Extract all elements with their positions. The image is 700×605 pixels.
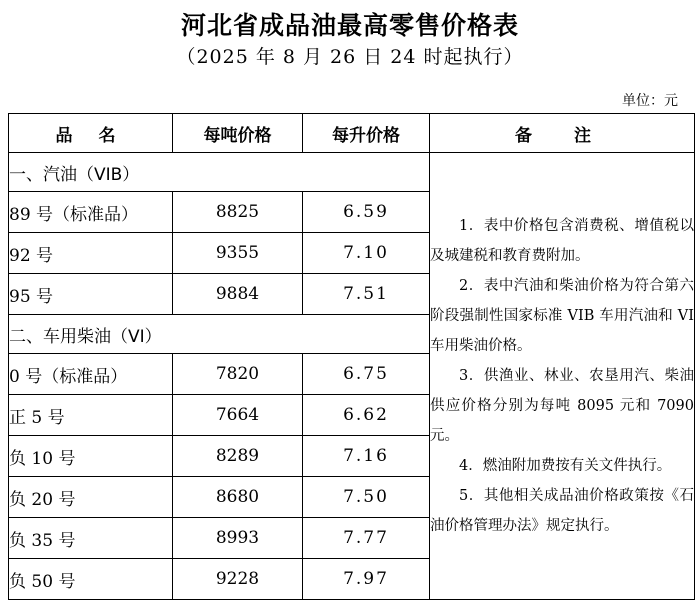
price-per-liter: 6.59 [303,192,430,233]
product-name: 负 10 号 [9,436,173,477]
price-per-ton: 9355 [173,233,303,274]
header-per-liter: 每升价格 [303,114,430,153]
product-name: 正 5 号 [9,395,173,436]
product-name: 89 号（标准品） [9,192,173,233]
product-name: 负 35 号 [9,518,173,559]
price-per-ton: 8993 [173,518,303,559]
price-per-ton: 8825 [173,192,303,233]
price-table [8,113,695,600]
price-per-liter: 7.77 [303,518,430,559]
price-per-liter: 6.62 [303,395,430,436]
price-per-liter: 7.51 [303,274,430,315]
note-4: 4．燃油附加费按有关文件执行。 [459,458,672,474]
unit-label: 单位：元 [622,93,678,109]
product-name: 0 号（标准品） [9,354,173,395]
product-name: 95 号 [9,274,173,315]
product-name: 负 50 号 [9,559,173,600]
note-5: 5．其他相关成品油价格政策按《石油价格管理办法》规定执行。 [430,488,694,534]
section-diesel: 二、车用柴油（VI） [9,315,430,354]
product-name: 负 20 号 [9,477,173,518]
price-per-liter: 7.50 [303,477,430,518]
section-gasoline: 一、汽油（VIB） [9,153,430,192]
price-per-liter: 7.97 [303,559,430,600]
note-2: 2．表中汽油和柴油价格为符合第六阶段强制性国家标准 VIB 车用汽油和 VI 车用柴油价格。 [430,278,694,354]
header-name: 品 名 [9,114,173,153]
price-per-ton: 9884 [173,274,303,315]
product-name: 92 号 [9,233,173,274]
note-3: 3．供渔业、林业、农垦用汽、柴油供应价格分别为每吨 8095 元和 7090 元。 [430,368,694,444]
price-per-liter: 6.75 [303,354,430,395]
header-per-ton: 每吨价格 [173,114,303,153]
section-row-gasoline [9,153,695,192]
price-per-liter: 7.10 [303,233,430,274]
price-per-ton: 8680 [173,477,303,518]
price-per-ton: 7664 [173,395,303,436]
header-notes: 备 注 [430,114,695,153]
price-per-ton: 8289 [173,436,303,477]
table-header-row [9,114,695,153]
price-per-ton: 9228 [173,559,303,600]
page-title: 河北省成品油最高零售价格表 [180,11,519,40]
price-per-ton: 7820 [173,354,303,395]
effective-date: （2025 年 8 月 26 日 24 时起执行） [176,46,524,68]
price-per-liter: 7.16 [303,436,430,477]
notes-cell [430,153,695,600]
note-1: 1．表中价格包含消费税、增值税以及城建税和教育费附加。 [430,218,694,264]
